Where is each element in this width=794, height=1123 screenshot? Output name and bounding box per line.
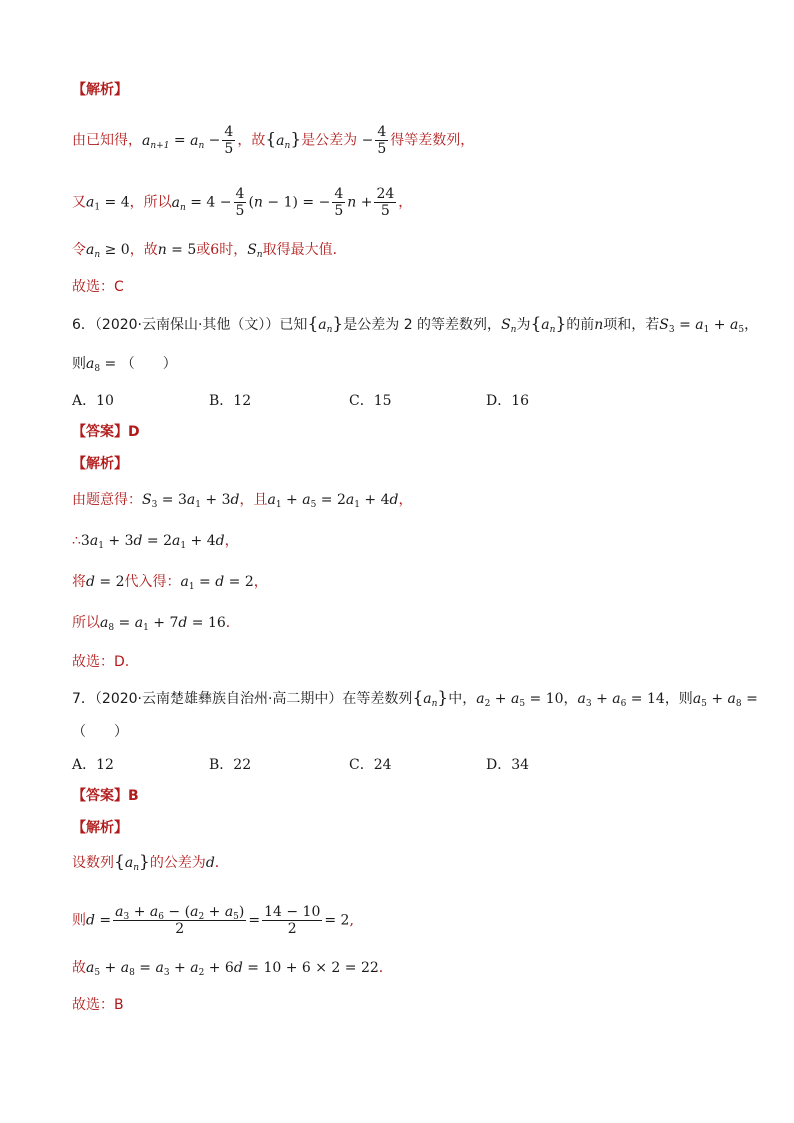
q7-stem-line-2: （ ） <box>72 724 128 740</box>
q6-choice: 故选：D. <box>72 654 130 670</box>
q7-options <box>72 755 722 775</box>
q7-solution-line-2: 则d = $\frac{a_3 + a_6 - (a_2 + a_5)}{2}$ = $\frac{14 - 10}{2}$ = 2, <box>72 904 354 937</box>
q5-solution-line-3: 令$a_n \ge 0$，故n = 5或6时，$S_n$取得最大值． <box>72 242 347 260</box>
q6-solution-line-2: $\therefore 3a_1 + 3d = 2a_1 + 4d$， <box>72 533 239 551</box>
q6-solution-line-3: 将d = 2代入得：$a_1 = d = 2$， <box>72 574 268 592</box>
q6-solution-line-1: 由题意得：$S_3 = 3a_1 + 3d$，且$a_1 + a_5 = 2a_1 + 4d$， <box>72 492 413 510</box>
option-c: C．24 <box>349 757 392 773</box>
option-a: A．12 <box>72 757 114 773</box>
q7-stem-line-1: 7．（2020·云南楚雄彝族自治州·高二期中）在等差数列$\{a_n\}$中，$a_2 + a_5 = 10$，$a_3 + a_6 = 14$，则$a_5 + a_8$ = <box>72 688 758 709</box>
q7-choice: 故选：B <box>72 997 124 1013</box>
option-c: C．15 <box>349 393 392 409</box>
q7-solution-heading: 【解析】 <box>72 820 128 836</box>
option-d: D．34 <box>486 757 530 773</box>
option-a: A．10 <box>72 393 114 409</box>
q6-solution-heading: 【解析】 <box>72 456 128 472</box>
solution-heading: 【解析】 <box>72 82 128 98</box>
q5-solution-line-1: 由已知得，$a_{n+1} = a_n$ − $\frac{4}{5}$ ，故$\{a_n\}$是公差为 − $\frac{4}{5}$ 得等差数列， <box>72 124 475 157</box>
q7-solution-line-3: 故$a_5 + a_8 = a_3 + a_2 + 6d = 10 + 6 \times 2 = 22$． <box>72 960 393 978</box>
q7-solution-line-1: 设数列$\{a_n\}$的公差为d． <box>72 852 229 873</box>
option-d: D．16 <box>486 393 530 409</box>
q6-options <box>72 391 722 411</box>
q6-stem-line-2: 则$a_8$ = （ ） <box>72 356 177 374</box>
q6-solution-line-4: 所以$a_8 = a_1 + 7d = 16$． <box>72 615 240 633</box>
q6-answer: 【答案】D <box>72 424 140 440</box>
q5-solution-line-2: 又$a_1 = 4$，所以$a_n = 4$ − $\frac{4}{5}$ (n − 1) = − $\frac{4}{5}$ n + $\frac{24}{5}$ ， <box>72 186 413 219</box>
option-b: B．22 <box>209 757 252 773</box>
q5-choice: 故选：C <box>72 279 124 295</box>
q7-answer: 【答案】B <box>72 788 139 804</box>
q6-stem-line-1: 6．（2020·云南保山·其他（文））已知$\{a_n\}$是公差为 2 的等差数列，$S_n$为$\{a_n\}$的前n项和，若$S_3 = a_1 + a_5$， <box>72 314 759 335</box>
option-b: B．12 <box>209 393 252 409</box>
